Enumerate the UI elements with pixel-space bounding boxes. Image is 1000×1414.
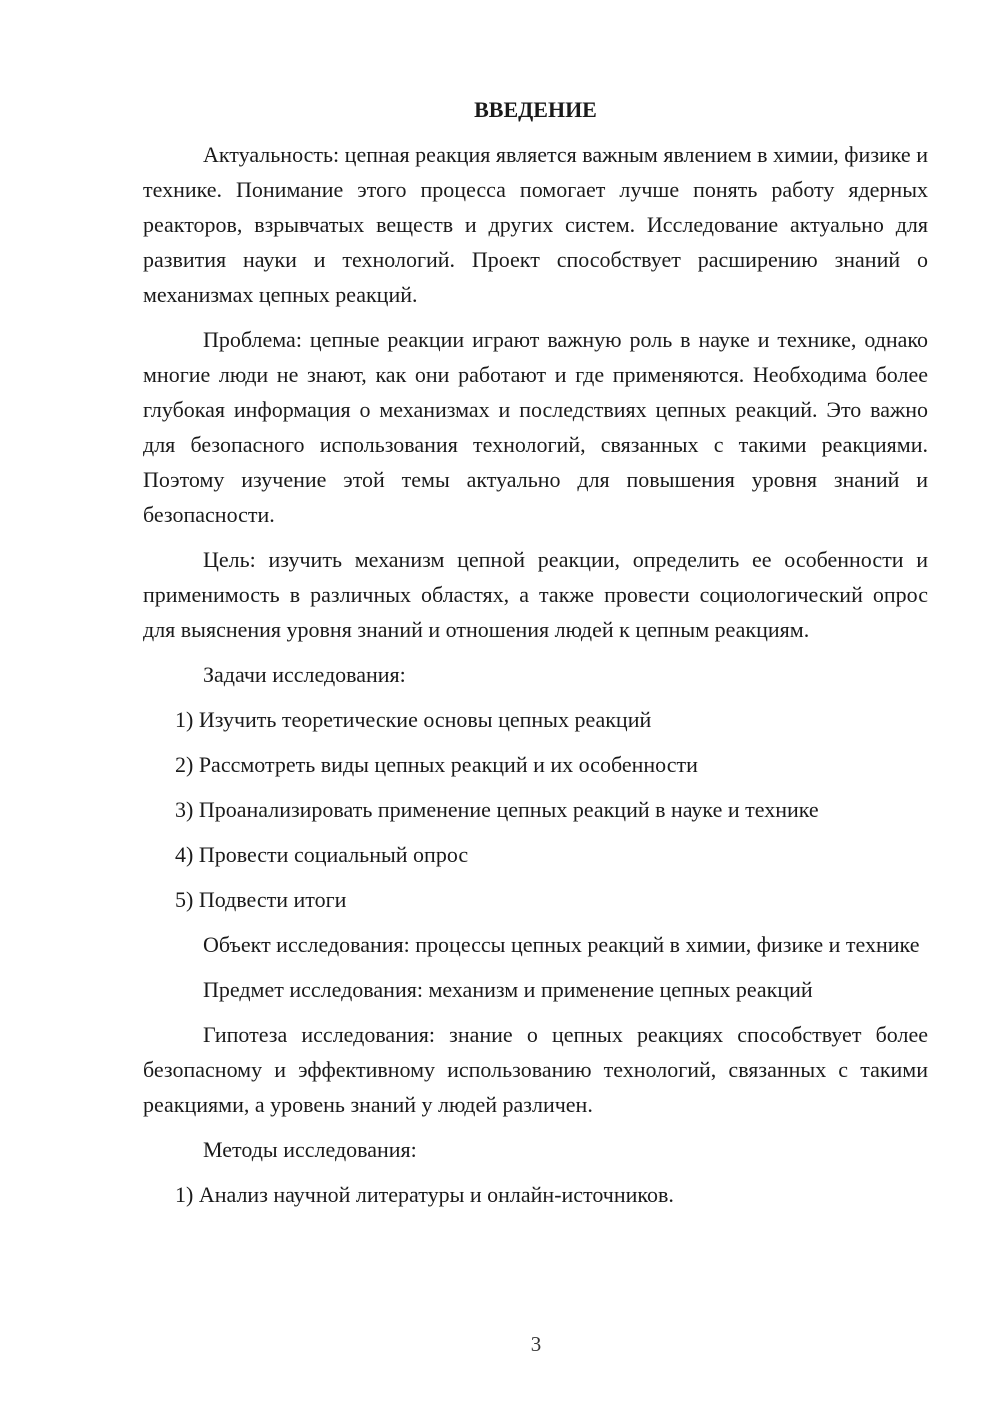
document-page (143, 95, 928, 1222)
methods-list (143, 1177, 928, 1212)
subject-paragraph: Предмет исследования: механизм и применение цепных реакций (203, 977, 813, 1002)
task-item: 4) Провести социальный опрос (175, 842, 469, 867)
tasks-label: Задачи исследования: (203, 662, 406, 687)
task-item: 5) Подвести итоги (175, 887, 347, 912)
methods-label: Методы исследования: (203, 1137, 417, 1162)
section-heading: ВВЕДЕНИЕ (474, 97, 597, 122)
task-item: 3) Проанализировать применение цепных реакций в науке и технике (175, 797, 819, 822)
hypothesis-paragraph: Гипотеза исследования: знание о цепных реакциях способствует более безопасному и эффективному использованию технологий, связанных с такими реакциями, а уровень знаний у людей различен. (143, 1022, 928, 1117)
object-paragraph: Объект исследования: процессы цепных реакций в химии, физике и технике (203, 932, 920, 957)
tasks-list (143, 702, 928, 917)
problem-paragraph: Проблема: цепные реакции играют важную роль в науке и технике, однако многие люди не знают, как они работают и где применяются. Необходима более глубокая информация о механизмах и последствиях цепных реакций. Это важно для безопасного использования технологий, связанных с такими реакциями. Поэтому изучение этой темы актуально для повышения уровня знаний и безопасности. (143, 327, 928, 527)
page-number: 3 (530, 1332, 542, 1356)
relevance-paragraph: Актуальность: цепная реакция является важным явлением в химии, физике и технике. Понимание этого процесса помогает лучше понять работу ядерных реакторов, взрывчатых веществ и других систем. Исследование актуально для развития науки и технологий. Проект способствует расширению знаний о механизмах цепных реакций. (143, 142, 928, 307)
method-item: 1) Анализ научной литературы и онлайн-источников. (175, 1182, 674, 1207)
goal-paragraph: Цель: изучить механизм цепной реакции, определить ее особенности и применимость в различных областях, а также провести социологический опрос для выяснения уровня знаний и отношения людей к цепным реакциям. (143, 547, 928, 642)
task-item: 2) Рассмотреть виды цепных реакций и их особенности (175, 752, 698, 777)
task-item: 1) Изучить теоретические основы цепных реакций (175, 707, 652, 732)
